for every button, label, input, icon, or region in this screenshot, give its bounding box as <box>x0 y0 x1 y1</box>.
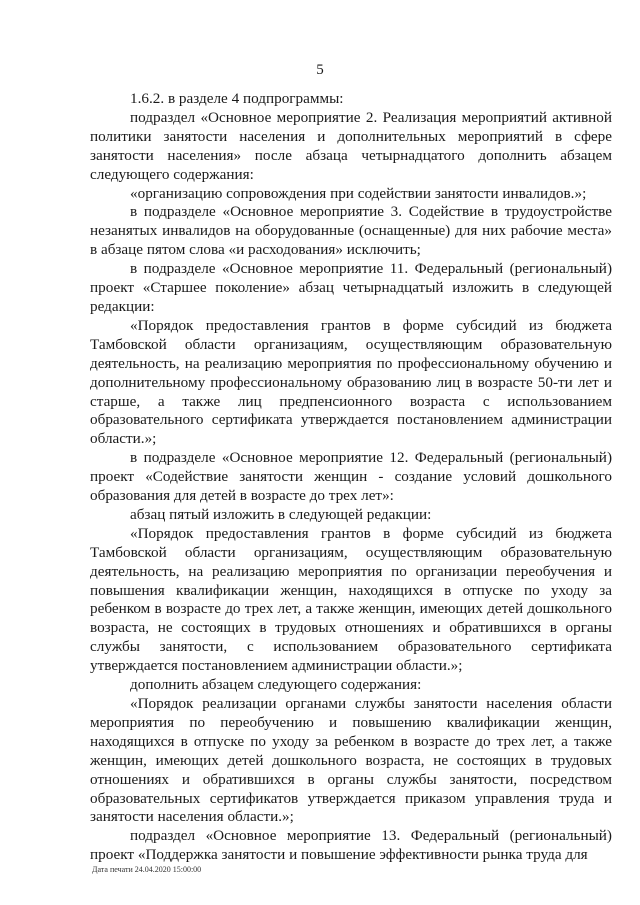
paragraph: дополнить абзацем следующего содержания: <box>130 676 422 694</box>
paragraph: «Порядок предоставления грантов в форме субсидий из бюджета Тамбовской области организациям, осуществляющим образовательную деятельность, на реализацию мероприятия по организации переобучения и повышения квалификации женщин, находящихся в отпуске по уходу за ребенком в возрасте до трех лет, а также женщин, имеющих детей дошкольного возраста, не состоящих в трудовых отношениях и обратившихся в органы службы занятости, с использованием образовательного сертификата утверждается постановлением администрации области.»; <box>90 524 612 675</box>
paragraph: 1.6.2. в разделе 4 подпрограммы: <box>130 90 344 107</box>
page-number: 5 <box>316 62 324 78</box>
paragraph: «Порядок предоставления грантов в форме субсидий из бюджета Тамбовской области организациям, осуществляющим образовательную деятельность, на реализацию мероприятия по профессиональному обучению и дополнительному профессиональному образованию лиц в возрасте 50-ти лет и старше, а также лиц предпенсионного возраста с использованием образовательного сертификата утверждается постановлением администрации области.»; <box>90 316 612 448</box>
paragraph: в подразделе «Основное мероприятие 12. Федеральный (региональный) проект «Содействие занятости женщин - создание условий дошкольного образования для детей в возрасте до трех лет»: <box>90 449 612 505</box>
paragraph: подраздел «Основное мероприятие 13. Федеральный (региональный) проект «Поддержка занятости и повышение эффективности рынка труда для <box>90 827 612 864</box>
paragraph: в подразделе «Основное мероприятие 11. Федеральный (региональный) проект «Старшее поколение» абзац четырнадцатый изложить в следующей редакции: <box>90 260 612 315</box>
paragraph: «организацию сопровождения при содействии занятости инвалидов.»; <box>130 184 587 202</box>
paragraph: подраздел «Основное мероприятие 2. Реализация мероприятий активной политики занятости населения и дополнительных мероприятий в сфере занятости населения» после абзаца четырнадцатого дополнить абзацем следующего содержания: <box>90 108 612 183</box>
paragraph: в подразделе «Основное мероприятие 3. Содействие в трудоустройстве незанятых инвалидов на оборудованные (оснащенные) для них рабочие места» в абзаце пятом слова «и расходования» исключить; <box>90 203 612 259</box>
document-body <box>90 90 612 865</box>
paragraph: «Порядок реализации органами службы занятости населения области мероприятия по переобучению и повышению квалификации женщин, находящихся в отпуске по уходу за ребенком в возрасте до трех лет, а также женщин, имеющих детей дошкольного возраста, не состоящих в трудовых отношениях и обратившихся в органы службы занятости, посредством образовательных сертификатов утверждается приказом управления труда и занятости населения области.»; <box>90 695 612 826</box>
paragraph: абзац пятый изложить в следующей редакции: <box>130 505 432 523</box>
print-date-footer: Дата печати 24.04.2020 15:00:00 <box>92 865 202 874</box>
